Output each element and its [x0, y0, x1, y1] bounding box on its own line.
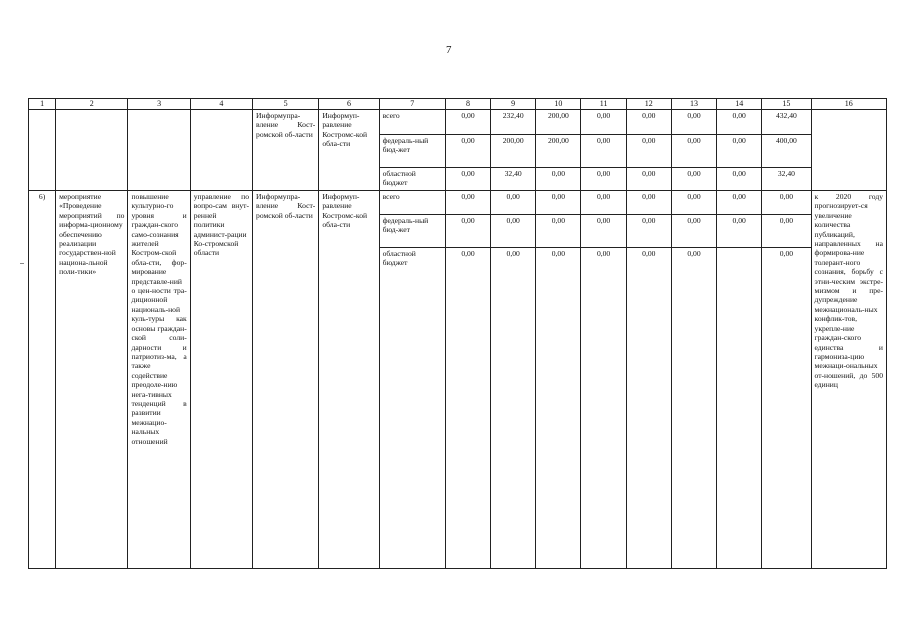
- value-cell: 0,00: [445, 168, 490, 191]
- value-cell: 0,00: [445, 248, 490, 569]
- col-header: 10: [536, 99, 581, 110]
- executor-cell: Информупра-вление Кост-ромской об-ласти: [253, 110, 319, 191]
- value-cell: 0,00: [762, 248, 811, 569]
- funding-label: областной бюджет: [379, 248, 445, 569]
- col-header: 2: [56, 99, 128, 110]
- executor-cell: Информуп-равление Костромс-кой обла-сти: [319, 191, 379, 569]
- col-header: 15: [762, 99, 811, 110]
- value-cell: 0,00: [581, 248, 626, 569]
- value-cell: 200,00: [491, 135, 536, 168]
- funding-label: областной бюджет: [379, 168, 445, 191]
- value-cell: 0,00: [491, 191, 536, 215]
- value-cell: 0,00: [445, 135, 490, 168]
- value-cell: 0,00: [581, 110, 626, 135]
- col-header: 4: [190, 99, 252, 110]
- value-cell: 0,00: [536, 215, 581, 248]
- cell-empty: [56, 110, 128, 191]
- table-row: [29, 110, 887, 135]
- value-cell: 32,40: [762, 168, 811, 191]
- col-header: 11: [581, 99, 626, 110]
- value-cell: 0,00: [626, 135, 671, 168]
- col-header: 14: [717, 99, 762, 110]
- value-cell: 0,00: [717, 215, 762, 248]
- value-cell: 0,00: [626, 191, 671, 215]
- value-cell: [717, 248, 762, 569]
- col-header: 8: [445, 99, 490, 110]
- cell-empty: [128, 110, 190, 191]
- value-cell: 0,00: [581, 191, 626, 215]
- value-cell: 32,40: [491, 168, 536, 191]
- value-cell: 0,00: [671, 248, 716, 569]
- funding-label: всего: [379, 110, 445, 135]
- page-number: 7: [446, 44, 452, 56]
- value-cell: 0,00: [445, 215, 490, 248]
- value-cell: 0,00: [671, 168, 716, 191]
- value-cell: 232,40: [491, 110, 536, 135]
- value-cell: 0,00: [581, 215, 626, 248]
- value-cell: 0,00: [445, 110, 490, 135]
- value-cell: 0,00: [491, 215, 536, 248]
- value-cell: 0,00: [491, 248, 536, 569]
- event-name: мероприятие «Проведение мероприятий по информа-ционному обеспечению реализации государствен-ной национа-льной поли-тики»: [56, 191, 128, 569]
- expected-result: к 2020 году прогнозирует-ся увеличение количества публикаций, направленных на формирова-ние толерант-ного сознания, борьбу с этни-ческим экстре-мизмом и пре-дупреждение межнациональ-ных конфлик-тов, укрепле-ние граждан-ского единства и гармониза-цию межнаци-ональных от-ношений, до 500 единиц: [811, 191, 886, 569]
- value-cell: 0,00: [581, 168, 626, 191]
- header-row: [29, 99, 887, 110]
- col-header: 13: [671, 99, 716, 110]
- value-cell: 0,00: [717, 110, 762, 135]
- cell-empty: [29, 110, 56, 191]
- value-cell: 0,00: [671, 215, 716, 248]
- value-cell: 200,00: [536, 135, 581, 168]
- table-row: [29, 191, 887, 215]
- value-cell: 0,00: [626, 168, 671, 191]
- value-cell: 0,00: [536, 191, 581, 215]
- scope-text: управление по вопро-сам внут-ренней политики админист-рации Ко-стромской области: [190, 191, 252, 569]
- executor-cell: Информупра-вление Кост-ромской об-ласти: [253, 191, 319, 569]
- value-cell: 432,40: [762, 110, 811, 135]
- value-cell: 200,00: [536, 110, 581, 135]
- budget-table: [28, 98, 887, 569]
- value-cell: 0,00: [762, 215, 811, 248]
- value-cell: 0,00: [717, 168, 762, 191]
- value-cell: 0,00: [671, 110, 716, 135]
- col-header: 9: [491, 99, 536, 110]
- funding-label: всего: [379, 191, 445, 215]
- funding-label: федераль-ный бюд-жет: [379, 215, 445, 248]
- value-cell: 400,00: [762, 135, 811, 168]
- col-header: 7: [379, 99, 445, 110]
- value-cell: 0,00: [536, 168, 581, 191]
- col-header: 16: [811, 99, 886, 110]
- value-cell: 0,00: [581, 135, 626, 168]
- cell-empty: [811, 110, 886, 191]
- value-cell: 0,00: [671, 135, 716, 168]
- col-header: 12: [626, 99, 671, 110]
- margin-mark: [20, 263, 24, 264]
- value-cell: 0,00: [671, 191, 716, 215]
- goal-text: повышение культурно-го уровня и граждан-ского само-сознания жителей Костром-ской обла-сти, фор-мирование представле-ний о цен-ности тра-диционной националь-ной куль-туры как основы граждан-ской соли-дарности и патриотиз-ма, а также содействие преодоле-нию нега-тивных тенденций в развитии межнацио-нальных отношений: [128, 191, 190, 569]
- value-cell: 0,00: [717, 135, 762, 168]
- value-cell: 0,00: [717, 191, 762, 215]
- value-cell: 0,00: [626, 248, 671, 569]
- value-cell: 0,00: [762, 191, 811, 215]
- funding-label: федераль-ный бюд-жет: [379, 135, 445, 168]
- col-header: 6: [319, 99, 379, 110]
- cell-empty: [190, 110, 252, 191]
- col-header: 3: [128, 99, 190, 110]
- value-cell: 0,00: [626, 110, 671, 135]
- col-header: 5: [253, 99, 319, 110]
- value-cell: 0,00: [536, 248, 581, 569]
- col-header: 1: [29, 99, 56, 110]
- value-cell: 0,00: [626, 215, 671, 248]
- executor-cell: Информуп-равление Костромс-кой обла-сти: [319, 110, 379, 191]
- value-cell: 0,00: [445, 191, 490, 215]
- item-number: 6): [29, 191, 56, 569]
